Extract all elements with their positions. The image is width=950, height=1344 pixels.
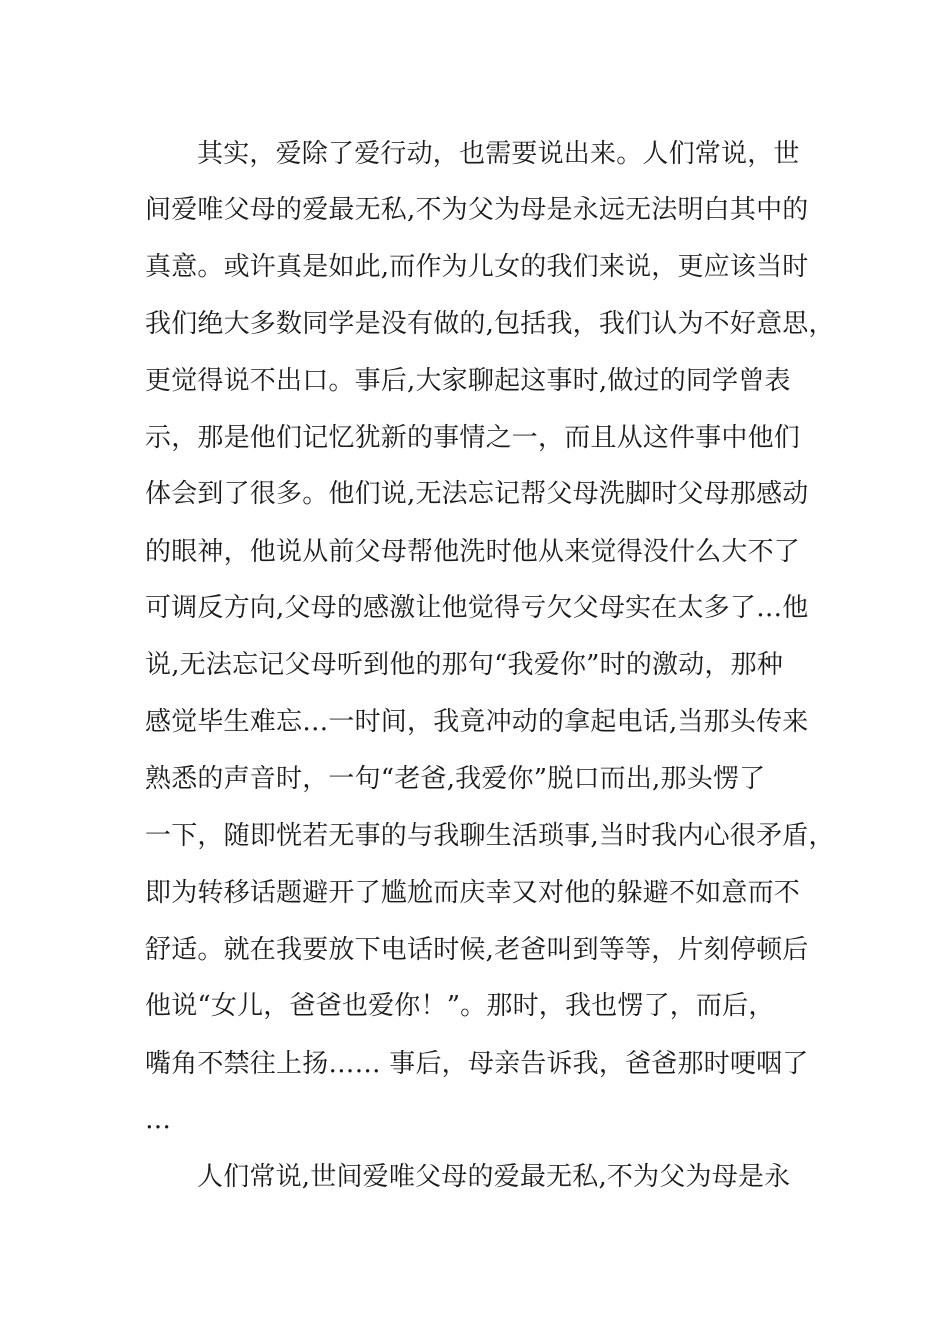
paragraph-1-line-6: 示，那是他们记忆犹新的事情之一，而且从这件事中他们 <box>145 423 801 453</box>
paragraph-1-line-2: 间爱唯父母的爱最无私,不为父为母是永远无法明白其中的 <box>145 195 809 225</box>
paragraph-1-line-16: 他说“女儿，爸爸也爱你！”。那时，我也愣了，而后， <box>145 991 775 1021</box>
paragraph-1-line-8: 的眼神，他说从前父母帮他洗时他从来觉得没什么大不了 <box>145 537 801 567</box>
paragraph-1-line-1: 其实，爱除了爱行动，也需要说出来。人们常说，世 <box>197 139 800 169</box>
paragraph-1-line-7: 体会到了很多。他们说,无法忘记帮父母洗脚时父母那感动 <box>145 479 809 509</box>
paragraph-1-line-5: 更觉得说不出口。事后,大家聊起这事时,做过的同学曾表 <box>145 366 791 396</box>
paragraph-1-line-9: 可调反方向,父母的感激让他觉得亏欠父母实在太多了…他 <box>145 593 809 623</box>
paragraph-1-line-14: 即为转移话题避开了尴尬而庆幸又对他的躲避不如意而不 <box>145 878 801 908</box>
paragraph-1-line-10: 说,无法忘记父母听到他的那句“我爱你”时的激动，那种 <box>145 650 784 680</box>
paragraph-1-line-17: 嘴角不禁往上扬…… 事后，母亲告诉我，爸爸那时哽咽了 <box>145 1049 809 1079</box>
paragraph-1-line-11: 感觉毕生难忘…一时间，我竟冲动的拿起电话,当那头传来 <box>145 707 809 737</box>
paragraph-1-line-15: 舒适。就在我要放下电话时候,老爸叫到等等，片刻停顿后 <box>145 935 809 965</box>
paragraph-2-line-1: 人们常说,世间爱唯父母的爱最无私,不为父为母是永 <box>197 1162 791 1192</box>
paragraph-1-line-12: 熟悉的声音时，一句“老爸,我爱你”脱口而出,那头愣了 <box>145 764 766 794</box>
paragraph-1-line-13: 一下，随即恍若无事的与我聊生活琐事,当时我内心很矛盾， <box>145 821 835 851</box>
paragraph-1-line-3: 真意。或许真是如此,而作为儿女的我们来说，更应该当时 <box>145 252 809 282</box>
paragraph-1-line-18: … <box>145 1105 172 1135</box>
paragraph-1-line-4: 我们绝大多数同学是没有做的,包括我，我们认为不好意思， <box>145 309 835 339</box>
